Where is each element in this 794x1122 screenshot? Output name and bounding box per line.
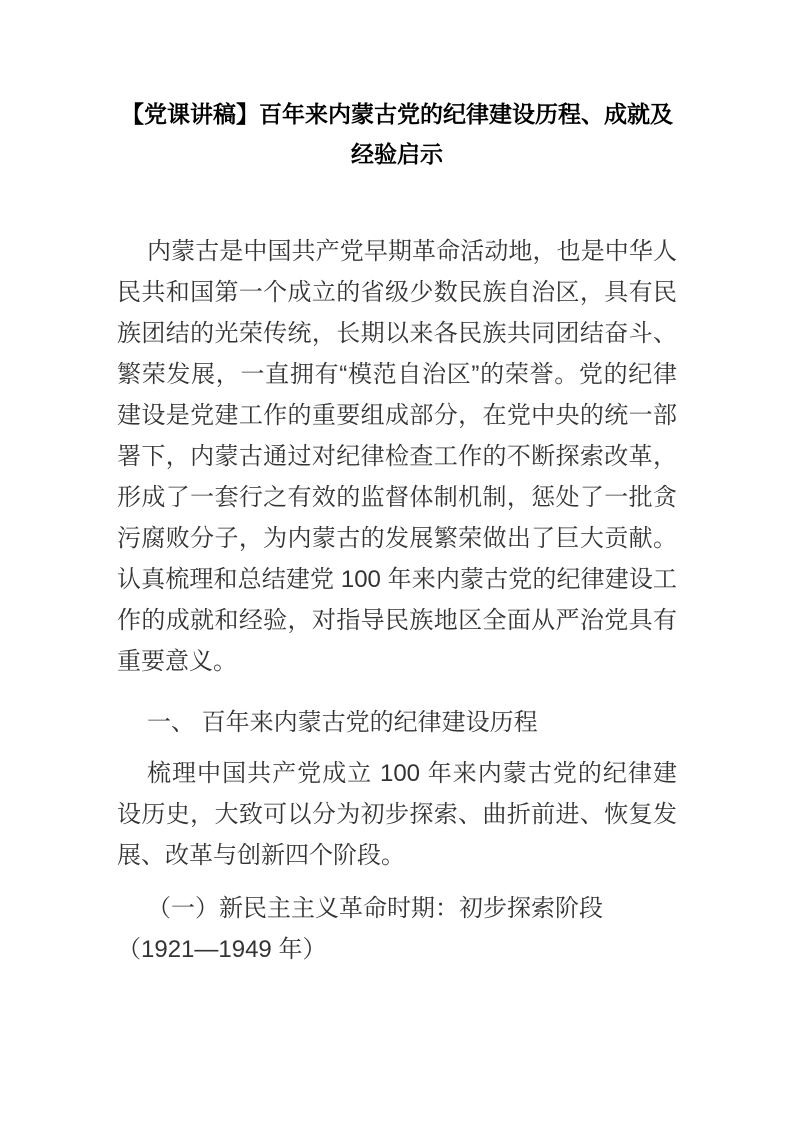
section-1-heading: 一、 百年来内蒙古党的纪律建设历程 [147,709,538,736]
document-title: 【党课讲稿】百年来内蒙古党的纪律建设历程、成就及经验启示 [121,101,673,167]
section-1-paragraph: 梳理中国共产党成立 100 年来内蒙古党的纪律建设历史，大致可以分为初步探索、曲折前进、恢复发展、改革与创新四个阶段。 [117,760,677,869]
subsection-1-1-heading-text: （一）新民主主义革命时期：初步探索阶段 [147,895,603,922]
subsection-1-1-heading-dates: （1921—1949 年） [117,936,327,963]
intro-paragraph: 内蒙古是中国共产党早期革命活动地，也是中华人民共和国第一个成立的省级少数民族自治区，具有民族团结的光荣传统，长期以来各民族共同团结奋斗、繁荣发展，一直拥有“模范自治区”的荣誉。党的纪律建设是党建工作的重要组成部分，在党中央的统一部署下，内蒙古通过对纪律检查工作的不断探索改革，形成了一套行之有效的监督体制机制，惩处了一批贪污腐败分子，为内蒙古的发展繁荣做出了巨大贡献。认真梳理和总结建党 100 年来内蒙古党的纪律建设工作的成就和经验，对指导民族地区全面从严治党具有重要意义。 [117,238,677,675]
subsection-1-1-heading [117,888,677,970]
